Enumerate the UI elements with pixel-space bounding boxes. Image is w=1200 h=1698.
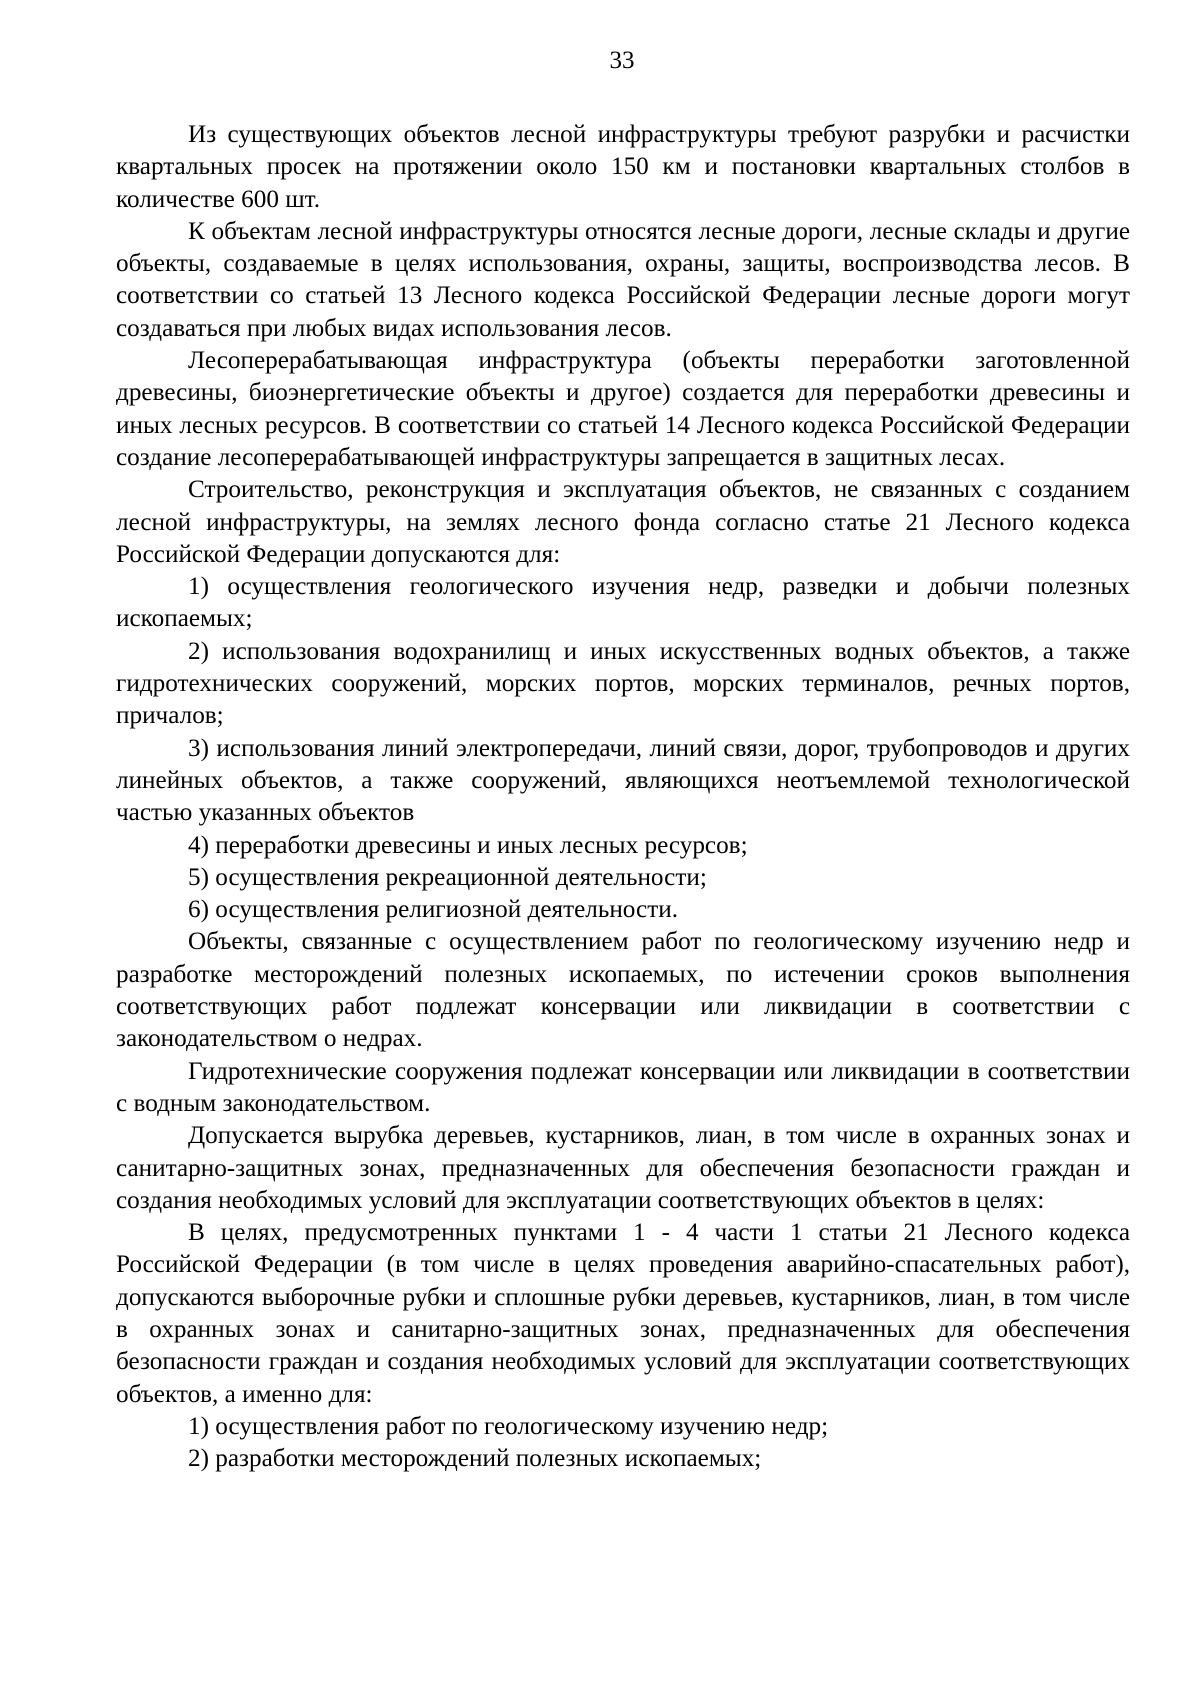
paragraph-infrastructure-clearing: Из существующих объектов лесной инфраструктуры требуют разрубки и расчистки квартальных просек на протяжении около 150 км и постановки квартальных столбов в количестве 600 шт.: [116, 121, 1130, 213]
paragraph-hydraulic-structures: Гидротехнические сооружения подлежат консервации или ликвидации в соответствии с водным законодательством.: [116, 1057, 1130, 1117]
paragraph-felling-allowed: Допускается вырубка деревьев, кустарников, лиан, в том числе в охранных зонах и санитарно-защитных зонах, предназначенных для обеспечения безопасности граждан и создания необходимых условий для эксплуатации соответствующих объектов в целях:: [116, 1122, 1130, 1214]
page-number: 33: [609, 47, 635, 74]
paragraph-felling-purposes: В целях, предусмотренных пунктами 1 - 4 части 1 статьи 21 Лесного кодекса Российской Федерации (в том числе в целях проведения аварийно-спасательных работ), допускаются выборочные рубки и сплошные рубки деревьев, кустарников, лиан, в том числе в охранных зонах и санитарно-защитных зонах, предназначенных для обеспечения безопасности граждан и создания необходимых условий для эксплуатации соответствующих объектов, а именно для:: [116, 1219, 1130, 1408]
list-item-linear-objects: 3) использования линий электропередачи, линий связи, дорог, трубопроводов и других линейных объектов, а также сооружений, являющихся неотъемлемой технологической частью указанных объектов: [116, 734, 1130, 827]
list-item-geological-works: 1) осуществления работ по геологическому изучению недр;: [188, 1412, 829, 1440]
list-item-wood-processing: 4) переработки древесины и иных лесных ресурсов;: [188, 831, 748, 859]
list-item-mineral-deposits: 2) разработки месторождений полезных ископаемых;: [188, 1445, 762, 1473]
list-item-geological-study: 1) осуществления геологического изучения недр, разведки и добычи полезных ископаемых;: [116, 573, 1130, 633]
paragraph-construction-allowed: Строительство, реконструкция и эксплуатация объектов, не связанных с созданием лесной инфраструктуры, на землях лесного фонда согласно статье 21 Лесного кодекса Российской Федерации допускаются для:: [116, 476, 1130, 568]
paragraph-subsoil-objects: Объекты, связанные с осуществлением работ по геологическому изучению недр и разработке месторождений полезных ископаемых, по истечении сроков выполнения соответствующих работ подлежат консервации или ликвидации в соответствии с законодательством о недрах.: [116, 928, 1130, 1053]
paragraph-processing-infrastructure: Лесоперерабатывающая инфраструктура (объекты переработки заготовленной древесины, биоэнергетические объекты и другое) создается для переработки древесины и иных лесных ресурсов. В соответствии со статьей 14 Лесного кодекса Российской Федерации создание лесоперерабатывающей инфраструктуры запрещается в защитных лесах.: [116, 347, 1130, 471]
list-item-recreation: 5) осуществления рекреационной деятельности;: [188, 863, 707, 891]
document-body: [116, 119, 1130, 1475]
list-item-water-objects: 2) использования водохранилищ и иных искусственных водных объектов, а также гидротехнических сооружений, морских портов, морских терминалов, речных портов, причалов;: [116, 637, 1130, 730]
list-item-religious: 6) осуществления религиозной деятельности.: [188, 896, 678, 924]
paragraph-forest-infrastructure: К объектам лесной инфраструктуры относятся лесные дороги, лесные склады и другие объекты, создаваемые в целях использования, охраны, защиты, воспроизводства лесов. В соответствии со статьей 13 Лесного кодекса Российской Федерации лесные дороги могут создаваться при любых видах использования лесов.: [116, 217, 1130, 342]
